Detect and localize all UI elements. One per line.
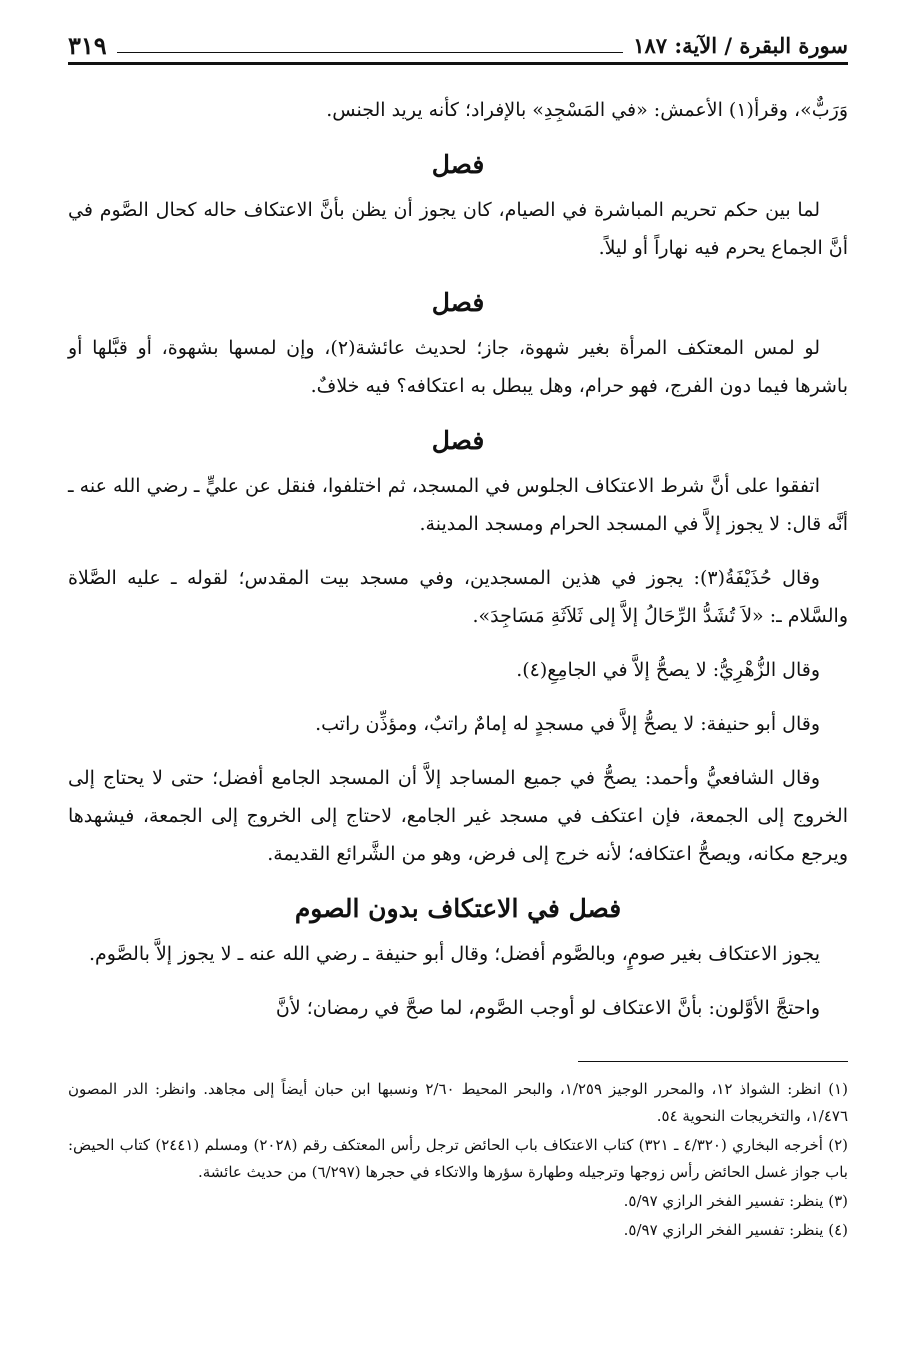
page-header bbox=[68, 28, 848, 65]
body-paragraph: وقال الزُّهْرِيُّ: لا يصحُّ إلاَّ في الجامِعِ(٤). bbox=[516, 659, 820, 681]
section-heading: فصل في الاعتكاف بدون الصوم bbox=[294, 894, 622, 923]
body-paragraph: اتفقوا على أنَّ شرط الاعتكاف الجلوس في المسجد، ثم اختلفوا، فنقل عن عليٍّ ـ رضي الله عنه ـ أنَّه قال: لا يجوز إلاَّ في المسجد الحرام ومسجد المدينة. bbox=[68, 475, 848, 535]
section-heading: فصل bbox=[431, 426, 485, 455]
body-paragraph: يجوز الاعتكاف بغير صومٍ، وبالصَّوم أفضل؛ وقال أبو حنيفة ـ رضي الله عنه ـ لا يجوز إلاَّ بالصَّوم. bbox=[88, 943, 820, 965]
main-text bbox=[68, 91, 848, 1027]
running-title: سورة البقرة / الآية: ١٨٧ bbox=[633, 32, 848, 58]
body-paragraph: وَرَبٌّ»، وقرأ(١) الأعمش: «في المَسْجِدِ» بالإفراد؛ كأنه يريد الجنس. bbox=[326, 99, 848, 121]
footnote: (٢) أخرجه البخاري (٤/٣٢٠ ـ ٣٢١) كتاب الاعتكاف باب الحائض ترجل رأس المعتكف رقم (٢٠٢٨) ومسلم (٢٤٤١) كتاب الحيض: باب جواز غسل الحائض رأس زوجها وترجيله وطهارة سؤرها والاتكاء في حجرها (٦/٢٩٧) من حديث عائشة. bbox=[68, 1136, 849, 1181]
footnote: (٣) ينظر: تفسير الفخر الرازي ٥/٩٧. bbox=[623, 1192, 848, 1210]
body-paragraph: وقال الشافعيُّ وأحمد: يصحُّ في جميع المساجد إلاَّ أن المسجد الجامع أفضل؛ حتى لا يحتاج إلى الخروج إلى الجمعة، فإن اعتكف في مسجد غير الجامع، لاحتاج إلى الخروج إلى الجمعة، فيشهدها ويرجع مكانه، ويصحُّ اعتكافه؛ لأنه خرج إلى فرض، وهو من الشَّرائع القديمة. bbox=[68, 767, 848, 865]
section-heading: فصل bbox=[431, 288, 485, 317]
body-paragraph: وقال حُذَيْفَةُ(٣): يجوز في هذين المسجدين، وفي مسجد بيت المقدس؛ لقوله ـ عليه الصَّلاة والسَّلام ـ: «لاَ تُشَدُّ الرِّحَالُ إلاَّ إلى ثَلاَثَةِ مَسَاجِدَ». bbox=[68, 567, 848, 627]
page-number: ٣١٩ bbox=[68, 30, 107, 60]
body-paragraph: لو لمس المعتكف المرأة بغير شهوة، جاز؛ لحديث عائشة(٢)، وإن لمسها بشهوة، أو قبَّلها أو باشرها فيما دون الفرج، فهو حرام، وهل يبطل به اعتكافه؟ فيه خلافٌ. bbox=[68, 337, 848, 397]
footnote: (٤) ينظر: تفسير الفخر الرازي ٥/٩٧. bbox=[623, 1221, 848, 1239]
footnote-separator bbox=[578, 1061, 848, 1062]
footnotes bbox=[68, 1076, 848, 1244]
section-heading: فصل bbox=[431, 150, 485, 179]
body-paragraph: لما بين حكم تحريم المباشرة في الصيام، كان يجوز أن يظن بأنَّ الاعتكاف حاله كحال الصَّوم في أنَّ الجماع يحرم فيه نهاراً أو ليلاً. bbox=[68, 199, 848, 259]
footnote: (١) انظر: الشواذ ١٢، والمحرر الوجيز ١/٢٥٩، والبحر المحيط ٢/٦٠ ونسبها ابن حبان أيضاً إلى مجاهد. وانظر: الدر المصون ١/٤٧٦، والتخريجات النحوية ٥٤. bbox=[68, 1080, 848, 1125]
header-rule bbox=[117, 38, 624, 53]
body-paragraph: واحتجَّ الأوَّلون: بأنَّ الاعتكاف لو أوجب الصَّوم، لما صحَّ في رمضان؛ لأنَّ bbox=[275, 997, 820, 1019]
body-paragraph: وقال أبو حنيفة: لا يصحُّ إلاَّ في مسجدٍ له إمامٌ راتبٌ، ومؤذِّن راتب. bbox=[315, 713, 820, 735]
